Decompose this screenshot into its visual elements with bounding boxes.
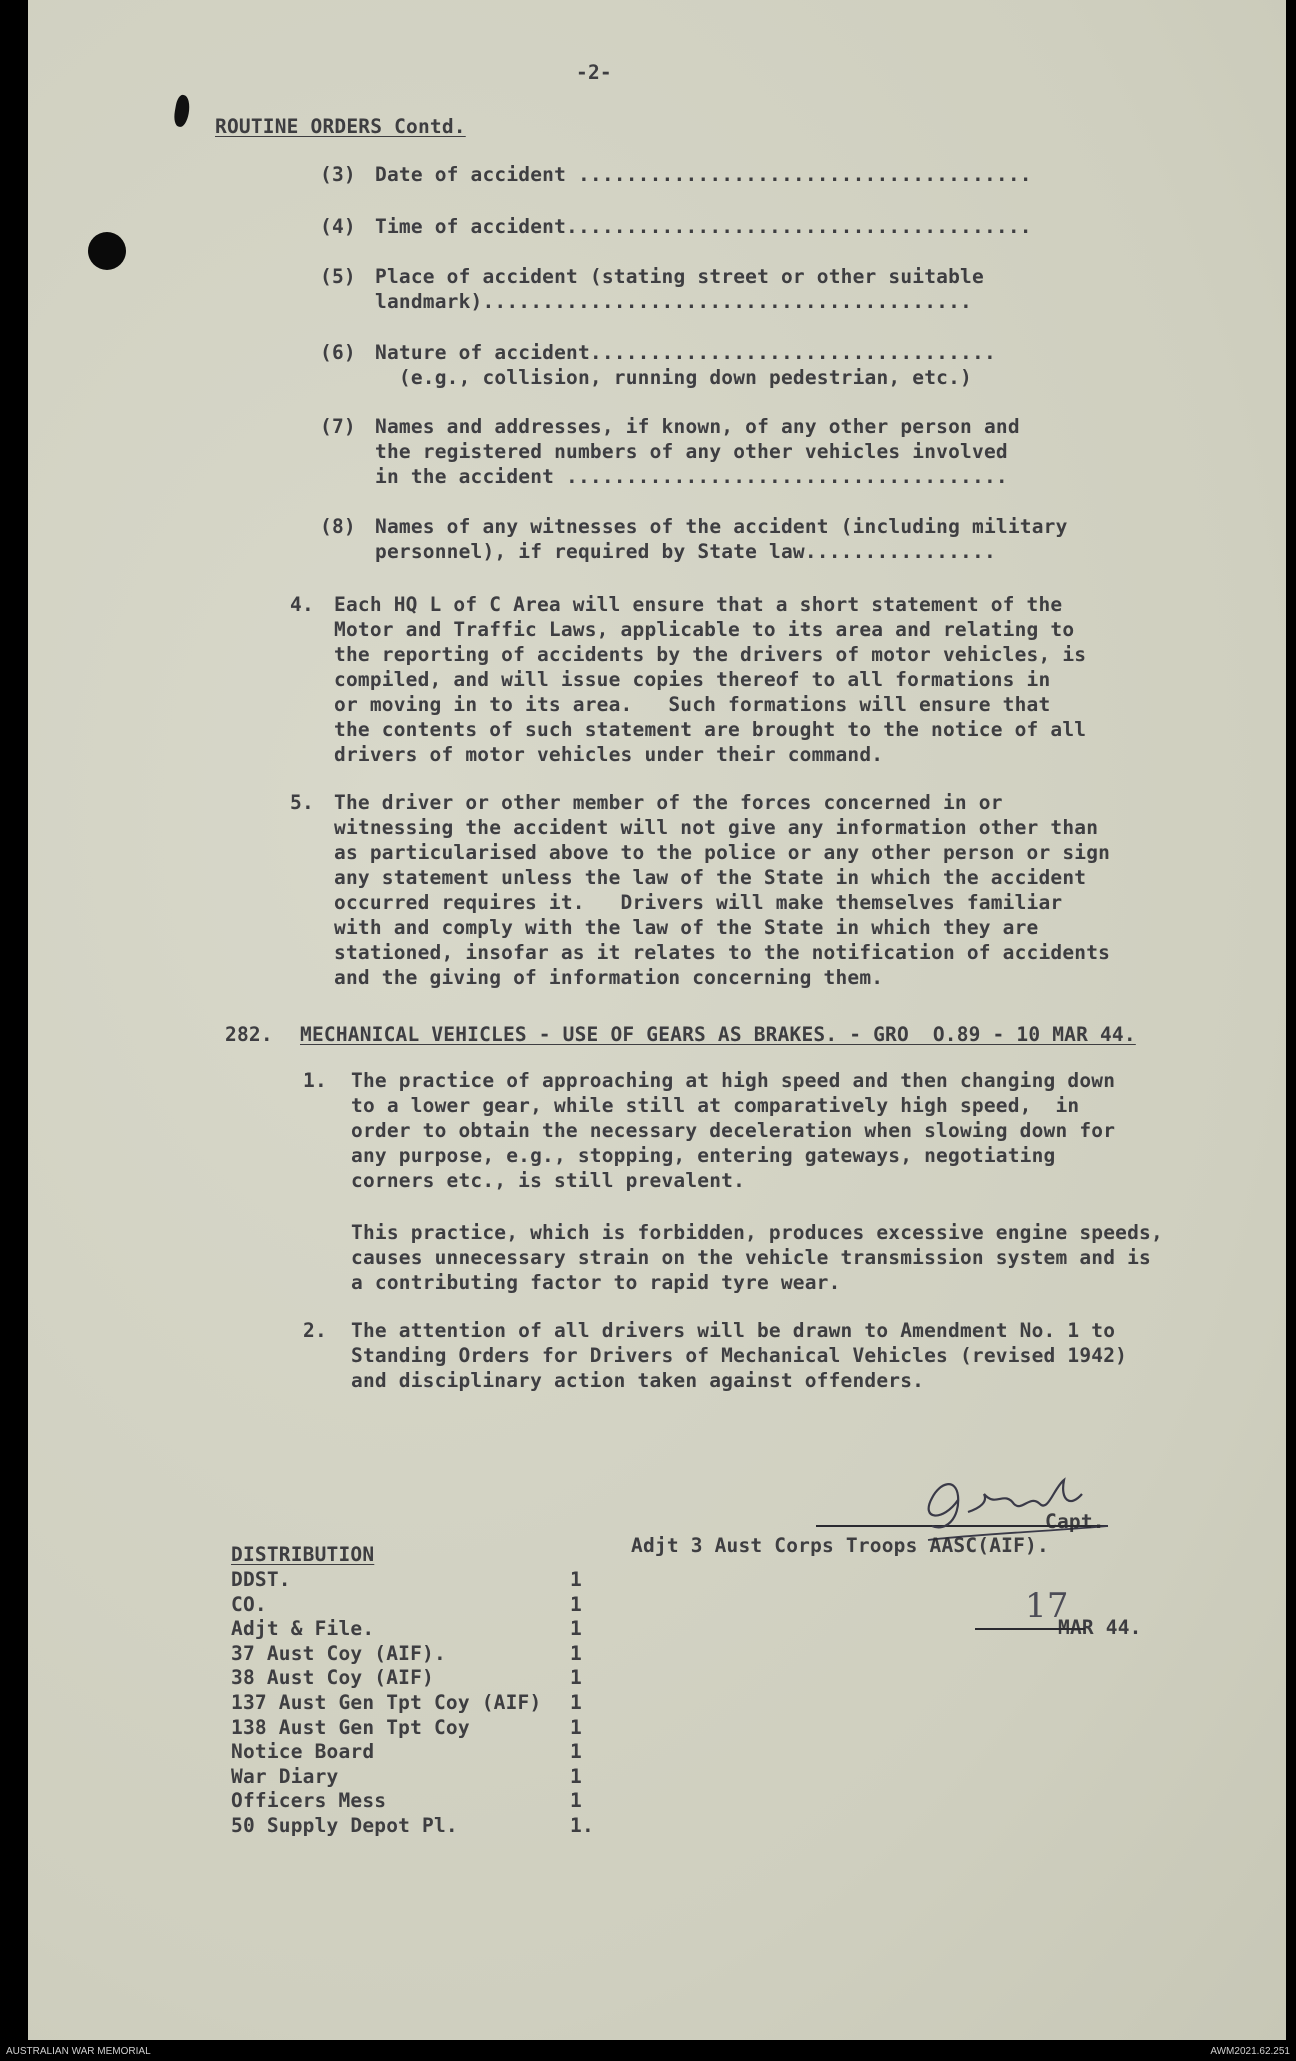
footer-left: AUSTRALIAN WAR MEMORIAL <box>6 2046 151 2057</box>
signature-rank: Capt. <box>1045 1510 1105 1533</box>
para-4-num: 4. <box>290 593 314 616</box>
distribution-row-name: 50 Supply Depot Pl. <box>231 1814 458 1837</box>
distribution-row-qty: 1 <box>570 1641 582 1665</box>
distribution-heading: DISTRIBUTION <box>231 1543 375 1566</box>
distribution-row-qty: 1 <box>570 1715 582 1739</box>
distribution-row-name: 37 Aust Coy (AIF). <box>231 1641 446 1665</box>
para-5-text: The driver or other member of the forces concerned in or witnessing the accident will not give any information other than as particularised above to the police or any other person or sign any statement unless the law of the State in which the accident occurred requires it. Drivers will make themselves familiar with and comply with the law of the State in which they are stationed, insofar as it relates to the notification of accidents and the giving of information concerning them. <box>334 791 1111 989</box>
distribution-row-qty: 1 <box>570 1789 582 1813</box>
distribution-row-qty: 1 <box>570 1568 582 1591</box>
footer-right: AWM2021.62.251 <box>1210 2046 1290 2057</box>
item-8-num: (8) <box>320 515 356 538</box>
para-5-num: 5. <box>290 791 314 814</box>
item-3-num: (3) <box>320 163 356 186</box>
item-5-text: Place of accident (stating street or other suitable landmark)......................................... <box>375 265 984 313</box>
distribution-row-name: Officers Mess <box>231 1789 387 1813</box>
distribution-row-name: Notice Board <box>231 1740 375 1764</box>
distribution-row-qty: 1 <box>570 1592 582 1616</box>
distribution-row-qty: 1 <box>570 1666 582 1690</box>
para-4-text: Each HQ L of C Area will ensure that a short statement of the Motor and Traffic Laws, applicable to its area and relating to the reporting of accidents by the drivers of motor vehicles, is compiled, and will issue copies thereof to all formations in or moving in to its area. Such formations will ensure that the contents of such statement are brought to the notice of all drivers of motor vehicles under their command. <box>334 593 1087 766</box>
item-6-num: (6) <box>320 341 356 364</box>
item-3-text: Date of accident ...................................... <box>375 163 1032 186</box>
s1-text: The practice of approaching at high speed and then changing down to a lower gear, while still at comparatively high speed, in order to obtain the necessary deceleration when slowing down for any purpose, e.g., stopping, entering gateways, negotiating corners etc., is still prevalent. <box>351 1069 1116 1192</box>
distribution-row-name: 138 Aust Gen Tpt Coy <box>231 1715 470 1739</box>
distribution-row-name: CO. <box>231 1592 267 1616</box>
item-5-num: (5) <box>320 265 356 288</box>
item-4-num: (4) <box>320 215 356 238</box>
distribution-row-qty: 1 <box>570 1691 582 1714</box>
s2-num: 2. <box>303 1319 327 1342</box>
item-7-num: (7) <box>320 415 356 438</box>
distribution-row-qty: 1 <box>570 1617 582 1641</box>
date-month-year: MAR 44. <box>1058 1616 1142 1639</box>
distribution-row-name: War Diary <box>231 1764 339 1788</box>
item-8-text: Names of any witnesses of the accident (including military personnel), if required by State law................ <box>375 515 1068 563</box>
ink-mark <box>172 94 191 128</box>
punch-hole <box>88 232 126 270</box>
page-number: -2- <box>576 61 612 84</box>
section-282-title: MECHANICAL VEHICLES - USE OF GEARS AS BRAKES. - GRO O.89 - 10 MAR 44. <box>300 1023 1136 1046</box>
distribution-row-qty: 1. <box>570 1814 594 1837</box>
item-7-text: Names and addresses, if known, of any other person and the registered numbers of any other vehicles involved in the accident ..................................... <box>375 415 1020 488</box>
distribution-row-name: Adjt & File. <box>231 1617 375 1641</box>
document-page <box>28 0 1286 2040</box>
distribution-row-qty: 1 <box>570 1740 582 1764</box>
date-day: 17 <box>1025 1586 1069 1626</box>
distribution-row-qty: 1 <box>570 1764 582 1788</box>
item-6-text: Nature of accident.................................. (e.g., collision, running down pedestrian, etc.) <box>375 341 996 389</box>
distribution-row-name: 137 Aust Gen Tpt Coy (AIF) <box>231 1691 542 1714</box>
distribution-row-name: 38 Aust Coy (AIF) <box>231 1666 434 1690</box>
s2-text: The attention of all drivers will be drawn to Amendment No. 1 to Standing Orders for Drivers of Mechanical Vehicles (revised 1942) and disciplinary action taken against offenders. <box>351 1319 1128 1392</box>
section-282-num: 282. <box>225 1023 273 1046</box>
item-4-text: Time of accident....................................... <box>375 215 1032 238</box>
heading: ROUTINE ORDERS Contd. <box>215 115 466 138</box>
s1-num: 1. <box>303 1069 327 1092</box>
distribution-row-name: DDST. <box>231 1568 291 1591</box>
s1b-text: This practice, which is forbidden, produces excessive engine speeds, causes unnecessary strain on the vehicle transmission system and is a contributing factor to rapid tyre wear. <box>351 1221 1163 1294</box>
signature-appointment: Adjt 3 Aust Corps Troops AASC(AIF). <box>631 1534 1049 1557</box>
